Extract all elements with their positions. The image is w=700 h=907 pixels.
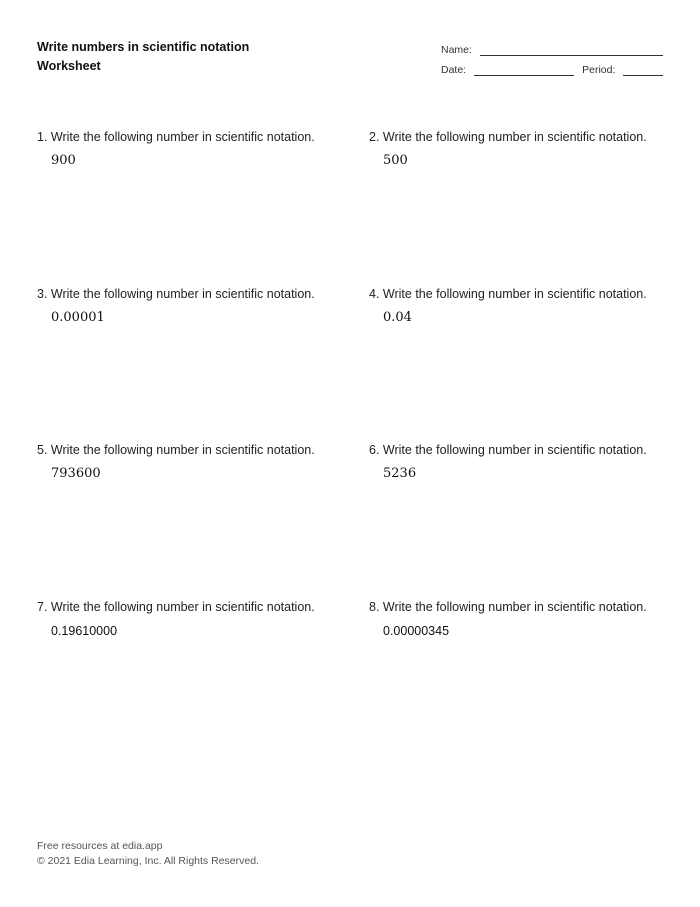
problem-text: Write the following number in scientific notation. [382, 287, 647, 301]
problem-text: Write the following number in scientific notation. [50, 600, 315, 614]
problem-value: 5236 [383, 466, 417, 481]
problem-value: 0.04 [383, 310, 412, 325]
problem-3 [37, 286, 337, 326]
worksheet-header [37, 38, 357, 76]
problem-value: 793600 [51, 466, 101, 481]
problem-value: 0.00001 [51, 310, 105, 325]
problem-text: Write the following number in scientific notation. [50, 287, 315, 301]
problem-prompt [37, 129, 337, 145]
problem-text: Write the following number in scientific notation. [50, 443, 315, 457]
problem-text: Write the following number in scientific notation. [382, 600, 647, 614]
footer-copyright-text: © 2021 Edia Learning, Inc. All Rights Reserved. [37, 855, 259, 867]
problem-number: 6. [369, 443, 380, 457]
period-label: Period: [582, 64, 616, 76]
problem-number: 1. [37, 130, 48, 144]
date-period-field-row [441, 62, 663, 76]
name-field-row [441, 42, 663, 56]
student-info-fields [441, 42, 663, 82]
problem-text: Write the following number in scientific notation. [50, 130, 315, 144]
problem-number: 4. [369, 287, 380, 301]
problem-number: 7. [37, 600, 48, 614]
problem-value: 0.19610000 [51, 624, 118, 638]
problem-prompt [37, 599, 337, 615]
date-label: Date: [441, 64, 467, 76]
date-blank-line[interactable] [474, 66, 574, 76]
problem-number: 5. [37, 443, 48, 457]
problem-7 [37, 599, 337, 639]
problem-prompt [37, 442, 337, 458]
problem-value: 0.00000345 [383, 624, 450, 638]
problem-prompt [369, 599, 669, 615]
name-label: Name: [441, 44, 472, 56]
problem-prompt [37, 286, 337, 302]
page-footer [37, 839, 259, 869]
problem-number: 2. [369, 130, 380, 144]
problem-6 [369, 442, 669, 482]
problem-number: 3. [37, 287, 48, 301]
problem-prompt [369, 286, 669, 302]
problem-2 [369, 129, 669, 169]
footer-resources-text: Free resources at edia.app [37, 840, 163, 852]
problem-prompt [369, 442, 669, 458]
problem-prompt [369, 129, 669, 145]
problem-number: 8. [369, 600, 380, 614]
problem-1 [37, 129, 337, 169]
problem-value: 900 [51, 153, 76, 168]
worksheet-title: Write numbers in scientific notation [37, 40, 250, 54]
problem-5 [37, 442, 337, 482]
problem-value: 500 [383, 153, 408, 168]
problem-text: Write the following number in scientific notation. [382, 443, 647, 457]
worksheet-subtitle: Worksheet [37, 59, 101, 73]
problem-text: Write the following number in scientific notation. [382, 130, 647, 144]
problem-4 [369, 286, 669, 326]
period-blank-line[interactable] [623, 66, 663, 76]
problem-8 [369, 599, 669, 639]
name-blank-line[interactable] [480, 46, 663, 56]
